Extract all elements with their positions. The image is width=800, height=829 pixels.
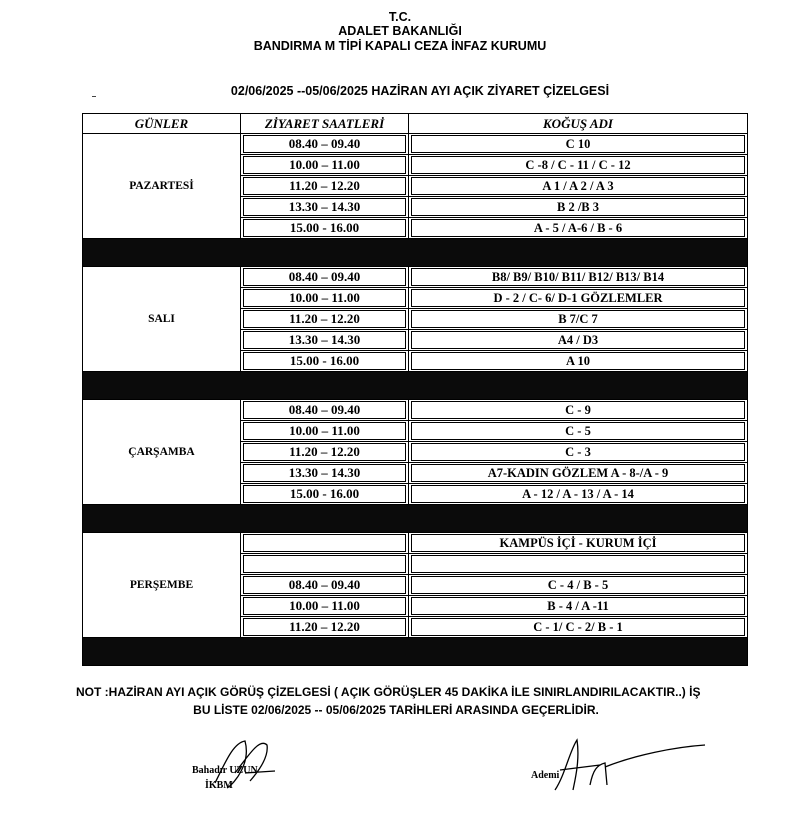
ward-name: B 2 /B 3 bbox=[411, 198, 745, 216]
signature-left-name: Bahadır UZUN bbox=[192, 765, 258, 776]
time-cell bbox=[241, 421, 409, 442]
time-slot: 11.20 – 12.20 bbox=[243, 443, 406, 461]
ward-name: B 7/C 7 bbox=[411, 310, 745, 328]
scan-mark bbox=[92, 96, 96, 97]
header-times: ZİYARET SAATLERİ bbox=[241, 114, 409, 134]
day-separator bbox=[83, 638, 748, 666]
time-cell bbox=[241, 575, 409, 596]
ward-name: C - 4 / B - 5 bbox=[411, 576, 745, 594]
ward-cell bbox=[409, 484, 748, 505]
ward-cell bbox=[409, 442, 748, 463]
ward-name: A7-KADIN GÖZLEM A - 8-/A - 9 bbox=[411, 464, 745, 482]
separator-band bbox=[83, 638, 748, 666]
ward-cell bbox=[409, 596, 748, 617]
time-cell bbox=[241, 351, 409, 372]
schedule-table bbox=[82, 113, 748, 666]
ward-cell bbox=[409, 330, 748, 351]
ward-cell bbox=[409, 617, 748, 638]
time-cell bbox=[241, 288, 409, 309]
day-cell: PERŞEMBE bbox=[83, 533, 241, 638]
footer-note bbox=[76, 683, 736, 719]
time-cell bbox=[241, 155, 409, 176]
time-slot: 11.20 – 12.20 bbox=[243, 310, 406, 328]
note-line-2: BU LİSTE 02/06/2025 -- 05/06/2025 TARİHLERİ ARASINDA GEÇERLİDİR. bbox=[193, 703, 599, 717]
ward-cell bbox=[409, 218, 748, 239]
note-line-1: NOT :HAZİRAN AYI AÇIK GÖRÜŞ ÇİZELGESİ ( AÇIK GÖRÜŞLER 45 DAKİKA İLE SINIRLANDIRILACAKTIR..) İŞ bbox=[76, 685, 701, 699]
ward-cell bbox=[409, 421, 748, 442]
ward-name: B - 4 / A -11 bbox=[411, 597, 745, 615]
schedule-title: 02/06/2025 --05/06/2025 HAZİRAN AYI AÇIK ZİYARET ÇİZELGESİ bbox=[230, 84, 610, 98]
ward-name: C 10 bbox=[411, 135, 745, 153]
ward-name: C - 5 bbox=[411, 422, 745, 440]
separator-band bbox=[83, 505, 748, 533]
day-separator bbox=[83, 239, 748, 267]
signature-right-name: Ademi bbox=[531, 770, 560, 781]
ward-name: C - 3 bbox=[411, 443, 745, 461]
header-line-2: ADALET BAKANLIĞI bbox=[338, 24, 462, 38]
time-slot: 13.30 – 14.30 bbox=[243, 464, 406, 482]
time-slot: 15.00 - 16.00 bbox=[243, 219, 406, 237]
time-cell bbox=[241, 442, 409, 463]
time-cell bbox=[241, 330, 409, 351]
ward-cell bbox=[409, 134, 748, 155]
ward-cell bbox=[409, 554, 748, 575]
time-cell bbox=[241, 533, 409, 554]
ward-cell bbox=[409, 197, 748, 218]
ward-cell bbox=[409, 463, 748, 484]
time-slot: 13.30 – 14.30 bbox=[243, 331, 406, 349]
ward-name: C - 1/ C - 2/ B - 1 bbox=[411, 618, 745, 636]
separator-band bbox=[83, 372, 748, 400]
ward-cell bbox=[409, 533, 748, 554]
ward-cell bbox=[409, 267, 748, 288]
ward-cell bbox=[409, 400, 748, 421]
time-slot: 08.40 – 09.40 bbox=[243, 576, 406, 594]
ward-name: A - 5 / A-6 / B - 6 bbox=[411, 219, 745, 237]
ward-name: KAMPÜS İÇİ - KURUM İÇİ bbox=[411, 534, 745, 552]
time-slot bbox=[243, 534, 406, 552]
header-line-1: T.C. bbox=[388, 10, 412, 24]
time-slot bbox=[243, 555, 406, 573]
day-cell: SALI bbox=[83, 267, 241, 372]
ward-cell bbox=[409, 176, 748, 197]
time-slot: 11.20 – 12.20 bbox=[243, 177, 406, 195]
header-line-3: BANDIRMA M TİPİ KAPALI CEZA İNFAZ KURUMU bbox=[253, 39, 547, 53]
ward-name: C -8 / C - 11 / C - 12 bbox=[411, 156, 745, 174]
header-wards: KOĞUŞ ADI bbox=[409, 114, 748, 134]
table-row bbox=[83, 267, 748, 288]
ward-cell bbox=[409, 155, 748, 176]
time-cell bbox=[241, 554, 409, 575]
time-slot: 10.00 – 11.00 bbox=[243, 289, 406, 307]
ward-cell bbox=[409, 575, 748, 596]
ward-name: A - 12 / A - 13 / A - 14 bbox=[411, 485, 745, 503]
time-slot: 08.40 – 09.40 bbox=[243, 135, 406, 153]
signature-left-scribble bbox=[205, 733, 290, 793]
day-cell: ÇARŞAMBA bbox=[83, 400, 241, 505]
header-days: GÜNLER bbox=[83, 114, 241, 134]
time-cell bbox=[241, 463, 409, 484]
time-slot: 15.00 - 16.00 bbox=[243, 352, 406, 370]
day-separator bbox=[83, 372, 748, 400]
day-cell: PAZARTESİ bbox=[83, 134, 241, 239]
time-cell bbox=[241, 617, 409, 638]
signature-left-title: İKBM bbox=[205, 780, 233, 791]
time-slot: 15.00 - 16.00 bbox=[243, 485, 406, 503]
ward-name: D - 2 / C- 6/ D-1 GÖZLEMLER bbox=[411, 289, 745, 307]
separator-band bbox=[83, 239, 748, 267]
ward-name: A 1 / A 2 / A 3 bbox=[411, 177, 745, 195]
time-slot: 13.30 – 14.30 bbox=[243, 198, 406, 216]
ward-name: C - 9 bbox=[411, 401, 745, 419]
ward-name: A4 / D3 bbox=[411, 331, 745, 349]
time-cell bbox=[241, 309, 409, 330]
time-cell bbox=[241, 596, 409, 617]
time-slot: 10.00 – 11.00 bbox=[243, 422, 406, 440]
time-slot: 11.20 – 12.20 bbox=[243, 618, 406, 636]
time-slot: 10.00 – 11.00 bbox=[243, 156, 406, 174]
table-header-row bbox=[83, 114, 748, 134]
signature-right-scribble bbox=[535, 735, 710, 795]
time-cell bbox=[241, 400, 409, 421]
day-separator bbox=[83, 505, 748, 533]
table-row bbox=[83, 533, 748, 554]
time-cell bbox=[241, 267, 409, 288]
table-row bbox=[83, 400, 748, 421]
table-row bbox=[83, 134, 748, 155]
ward-cell bbox=[409, 309, 748, 330]
ward-name: B8/ B9/ B10/ B11/ B12/ B13/ B14 bbox=[411, 268, 745, 286]
ward-cell bbox=[409, 351, 748, 372]
time-cell bbox=[241, 134, 409, 155]
ward-name: A 10 bbox=[411, 352, 745, 370]
time-cell bbox=[241, 176, 409, 197]
time-cell bbox=[241, 197, 409, 218]
time-slot: 08.40 – 09.40 bbox=[243, 401, 406, 419]
time-cell bbox=[241, 484, 409, 505]
time-slot: 08.40 – 09.40 bbox=[243, 268, 406, 286]
ward-name bbox=[411, 555, 745, 573]
time-slot: 10.00 – 11.00 bbox=[243, 597, 406, 615]
ward-cell bbox=[409, 288, 748, 309]
time-cell bbox=[241, 218, 409, 239]
